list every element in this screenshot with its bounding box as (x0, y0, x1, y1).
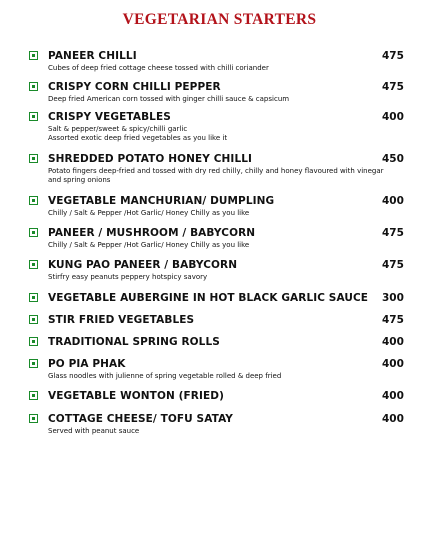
veg-mark-icon (29, 391, 38, 400)
item-name: CRISPY VEGETABLES (48, 111, 171, 123)
item-price: 475 (382, 259, 404, 271)
item-price: 475 (382, 81, 404, 93)
veg-mark-icon (29, 51, 38, 60)
item-name: VEGETABLE WONTON (FRIED) (48, 390, 224, 402)
item-description: Potato fingers deep-fried and tossed with dry red chilly, chilly and honey flavoured with vinegar and spring onions (48, 167, 384, 184)
item-description: Glass noodles with julienne of spring vegetable rolled & deep fried (48, 372, 282, 380)
item-description: Cubes of deep fried cottage cheese tossed with chilli coriander (48, 64, 269, 72)
veg-mark-icon (29, 196, 38, 205)
item-name: PO PIA PHAK (48, 358, 126, 370)
item-name: STIR FRIED VEGETABLES (48, 314, 195, 326)
item-name: KUNG PAO PANEER / BABYCORN (48, 259, 238, 271)
item-description: Deep fried American corn tossed with ginger chilli sauce & capsicum (48, 95, 290, 103)
item-name: VEGETABLE AUBERGINE IN HOT BLACK GARLIC SAUCE (48, 292, 369, 304)
item-price: 400 (382, 413, 404, 425)
item-price: 400 (382, 390, 404, 402)
item-name: PANEER CHILLI (48, 50, 137, 62)
item-name: COTTAGE CHEESE/ TOFU SATAY (48, 413, 234, 425)
item-price: 475 (382, 314, 404, 326)
item-price: 400 (382, 195, 404, 207)
veg-mark-icon (29, 414, 38, 423)
item-price: 475 (382, 227, 404, 239)
item-price: 475 (382, 50, 404, 62)
item-price: 450 (382, 153, 404, 165)
item-name: TRADITIONAL SPRING ROLLS (48, 336, 220, 348)
item-name: CRISPY CORN CHILLI PEPPER (48, 81, 221, 93)
veg-mark-icon (29, 82, 38, 91)
veg-mark-icon (29, 337, 38, 346)
veg-mark-icon (29, 293, 38, 302)
veg-mark-icon (29, 260, 38, 269)
item-description: Chilly / Salt & Pepper /Hot Garlic/ Honey Chilly as you like (48, 241, 250, 249)
item-price: 400 (382, 358, 404, 370)
item-price: 400 (382, 111, 404, 123)
veg-mark-icon (29, 112, 38, 121)
item-name: SHREDDED POTATO HONEY CHILLI (48, 153, 253, 165)
item-price: 300 (382, 292, 404, 304)
item-price: 400 (382, 336, 404, 348)
item-description: Served with peanut sauce (48, 427, 140, 435)
menu-title: VEGETARIAN STARTERS (122, 11, 317, 28)
veg-mark-icon (29, 228, 38, 237)
item-description: Salt & pepper/sweet & spicy/chilli garlic Assorted exotic deep fried vegetables as you like it (48, 125, 228, 142)
item-description: Stirfry easy peanuts peppery hotspicy savory (48, 273, 208, 281)
veg-mark-icon (29, 359, 38, 368)
item-name: VEGETABLE MANCHURIAN/ DUMPLING (48, 195, 275, 207)
item-name: PANEER / MUSHROOM / BABYCORN (48, 227, 256, 239)
item-description: Chilly / Salt & Pepper /Hot Garlic/ Honey Chilly as you like (48, 209, 250, 217)
veg-mark-icon (29, 154, 38, 163)
veg-mark-icon (29, 315, 38, 324)
